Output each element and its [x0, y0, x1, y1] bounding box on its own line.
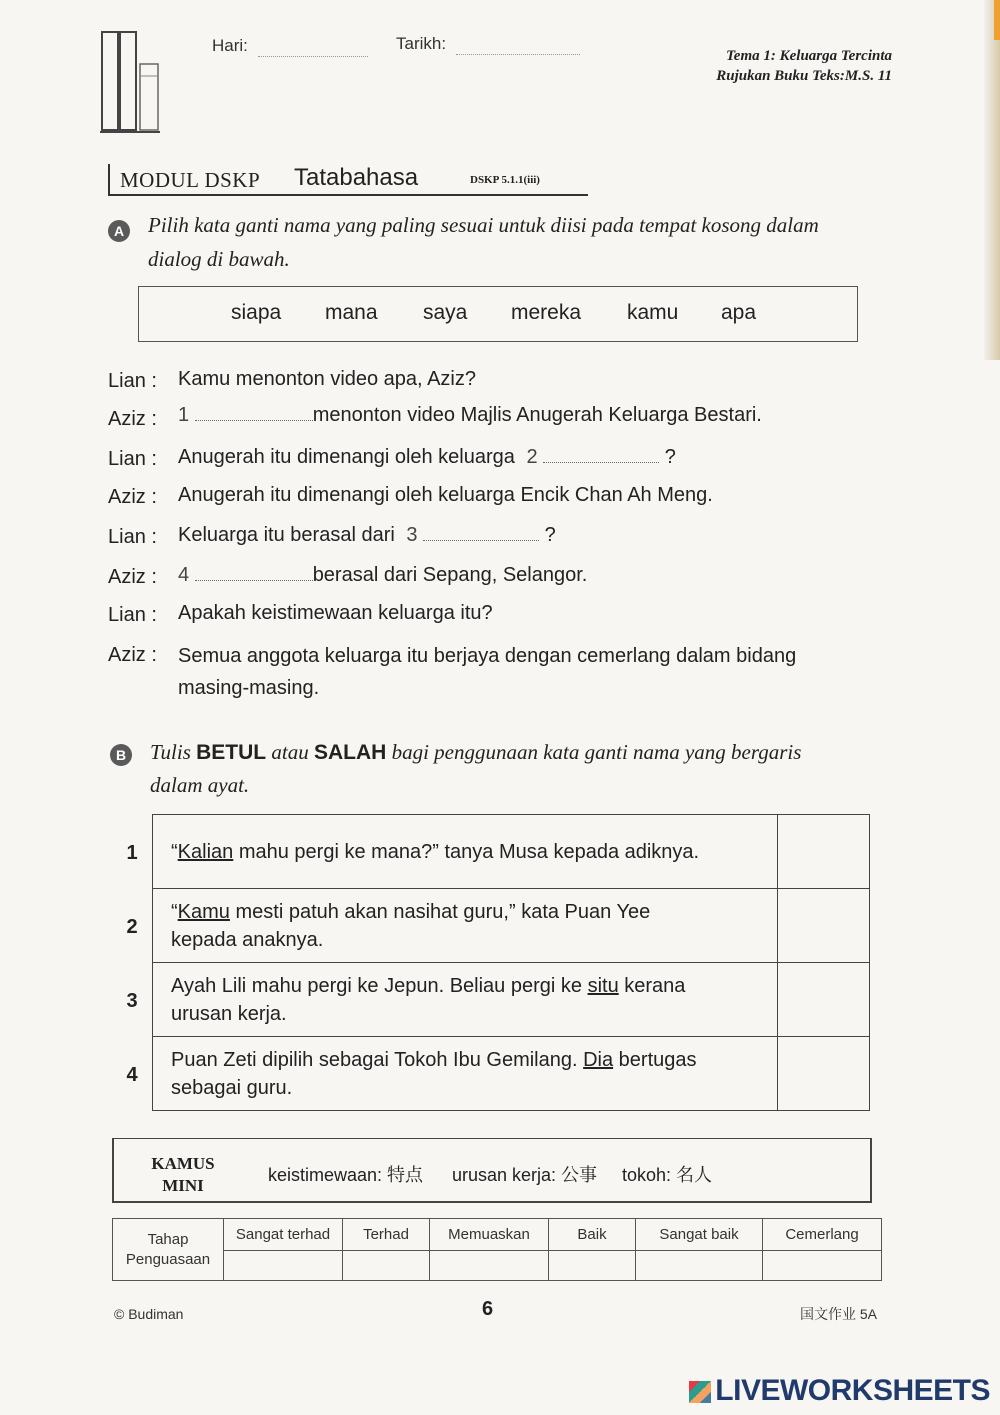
table-row — [153, 1037, 870, 1111]
blank-number: 4 — [178, 564, 190, 586]
textbook-reference: Rujukan Buku Teks:M.S. 11 — [716, 68, 892, 84]
underlined-pronoun: Kalian — [177, 840, 234, 863]
answer-cell-2[interactable] — [778, 889, 870, 963]
section-b-instruction — [150, 736, 890, 801]
row-number: 2 — [126, 916, 138, 938]
dialogue-line: Apakah keistimewaan keluarga itu? — [178, 602, 493, 624]
mastery-label — [113, 1219, 224, 1281]
mastery-level: Baik — [549, 1219, 636, 1251]
answer-blank-1[interactable] — [195, 420, 313, 421]
speaker: Lian : — [108, 448, 157, 470]
theme-reference — [716, 46, 892, 86]
publisher: © Budiman — [114, 1306, 184, 1322]
speaker: Aziz : — [108, 408, 157, 430]
word-bank-item: mereka — [511, 301, 582, 324]
answer-blank-2[interactable] — [543, 462, 659, 463]
mastery-level: Sangat terhad — [224, 1219, 343, 1251]
liveworksheets-icon — [689, 1381, 711, 1403]
sentence-text: mesti patuh akan nasihat guru,” kata Puan Yee — [229, 900, 651, 923]
word-bank-item: saya — [423, 301, 468, 324]
word-bank-item: kamu — [627, 301, 679, 324]
blank-number: 3 — [406, 524, 418, 546]
speaker: Lian : — [108, 526, 157, 548]
mastery-checkbox[interactable] — [763, 1251, 882, 1281]
dialogue-text: Semua anggota keluarga itu berjaya dengan cemerlang dalam bidang — [178, 645, 797, 667]
speaker: Lian : — [108, 604, 157, 626]
table-row — [153, 889, 870, 963]
sentence-text: sebagai guru. — [171, 1076, 293, 1099]
module-code: DSKP 5.1.1(iii) — [470, 174, 540, 186]
hari-label: Hari: — [212, 36, 248, 55]
row-number: 4 — [126, 1064, 138, 1086]
answer-cell-1[interactable] — [778, 815, 870, 889]
word-bank — [138, 286, 858, 342]
section-a-badge: A — [108, 220, 130, 242]
book-code: 国文作业 5A — [800, 1306, 878, 1322]
answer-blank-3[interactable] — [423, 540, 539, 541]
dialogue-text: Keluarga itu berasal dari — [178, 524, 395, 546]
liveworksheets-logo — [689, 1374, 990, 1408]
kamus-item: tokoh: 名人 — [622, 1165, 713, 1185]
dialogue-text: ? — [544, 524, 556, 546]
kamus-mini-box — [112, 1138, 872, 1203]
sentence-text: bertugas — [613, 1048, 697, 1071]
blank-number: 2 — [526, 446, 538, 468]
page-edge — [984, 0, 1000, 360]
instruction-text: dalam ayat. — [150, 773, 250, 797]
instruction-keyword: BETUL — [196, 741, 267, 764]
word-bank-item: siapa — [231, 301, 282, 324]
underlined-pronoun: situ — [587, 974, 619, 997]
underlined-pronoun: Kamu — [177, 900, 230, 923]
dialogue-text: masing-masing. — [178, 677, 320, 699]
page-number: 6 — [482, 1298, 494, 1320]
theme-title: Tema 1: Keluarga Tercinta — [726, 48, 892, 64]
dialogue-line: Kamu menonton video apa, Aziz? — [178, 368, 476, 390]
sentence-text: “ — [171, 840, 178, 863]
dialogue-line — [178, 402, 762, 428]
books-icon — [100, 30, 162, 134]
dialogue-line — [178, 444, 676, 470]
mastery-checkbox[interactable] — [549, 1251, 636, 1281]
sentence-text: Ayah Lili mahu pergi ke Jepun. Beliau pergi ke — [171, 974, 588, 997]
row-number: 3 — [126, 990, 138, 1012]
instruction-line: Pilih kata ganti nama yang paling sesuai untuk diisi pada tempat kosong dalam — [148, 213, 819, 237]
dialogue-text: Anugerah itu dimenangi oleh keluarga — [178, 446, 515, 468]
kamus-title-line: MINI — [162, 1176, 204, 1195]
blank-number: 1 — [178, 404, 190, 426]
dialogue-line — [178, 522, 556, 548]
speaker: Aziz : — [108, 644, 157, 666]
answer-cell-4[interactable] — [778, 1037, 870, 1111]
mastery-label-line: Penguasaan — [125, 1250, 211, 1268]
sentence-cell — [153, 963, 778, 1037]
dialogue-line: Anugerah itu dimenangi oleh keluarga Encik Chan Ah Meng. — [178, 484, 713, 506]
kamus-item: urusan kerja: 公事 — [452, 1165, 598, 1185]
sentence-text: Puan Zeti dipilih sebagai Tokoh Ibu Gemilang. — [171, 1048, 584, 1071]
dialogue-text: menonton video Majlis Anugerah Keluarga Bestari. — [312, 404, 762, 426]
tarikh-label: Tarikh: — [396, 34, 447, 53]
mastery-level: Sangat baik — [636, 1219, 763, 1251]
dialogue-text: berasal dari Sepang, Selangor. — [312, 564, 588, 586]
section-b-badge: B — [110, 744, 132, 766]
mastery-checkbox[interactable] — [343, 1251, 430, 1281]
module-label: MODUL DSKP — [120, 168, 261, 192]
module-title — [108, 164, 588, 196]
word-bank-item: mana — [325, 301, 378, 324]
module-subject: Tatabahasa — [294, 164, 419, 191]
sentence-text: mahu pergi ke mana?” tanya Musa kepada adiknya. — [233, 840, 700, 863]
instruction-text: atau — [266, 740, 314, 764]
mastery-level: Cemerlang — [763, 1219, 882, 1251]
underlined-pronoun: Dia — [583, 1048, 614, 1071]
sentence-text: kerana — [618, 974, 686, 997]
speaker: Lian : — [108, 370, 157, 392]
mastery-level-table — [112, 1218, 882, 1281]
instruction-line: dialog di bawah. — [148, 247, 290, 271]
sentence-cell — [153, 889, 778, 963]
instruction-keyword: SALAH — [313, 741, 387, 764]
answer-cell-3[interactable] — [778, 963, 870, 1037]
row-number: 1 — [126, 842, 138, 864]
mastery-level: Terhad — [343, 1219, 430, 1251]
mastery-level: Memuaskan — [430, 1219, 549, 1251]
instruction-text: bagi penggunaan kata ganti nama yang bergaris — [386, 740, 802, 764]
table-row — [153, 963, 870, 1037]
table-row — [113, 1219, 882, 1251]
mastery-checkbox[interactable] — [636, 1251, 763, 1281]
sentence-cell — [153, 815, 778, 889]
hari-input[interactable] — [258, 38, 368, 57]
mastery-checkbox[interactable] — [224, 1251, 343, 1281]
tarikh-input[interactable] — [456, 36, 580, 55]
mastery-checkbox[interactable] — [430, 1251, 549, 1281]
table-row — [153, 815, 870, 889]
kamus-title-line: KAMUS — [151, 1154, 215, 1173]
sentence-cell — [153, 1037, 778, 1111]
dialogue-line — [178, 640, 878, 704]
page-edge-tab — [994, 0, 1000, 40]
dialogue-text: ? — [664, 446, 676, 468]
section-a-instruction — [148, 208, 908, 276]
kamus-title — [148, 1153, 218, 1197]
betul-salah-table — [152, 814, 870, 1111]
speaker: Aziz : — [108, 566, 157, 588]
table-row — [113, 1251, 882, 1281]
dialogue-line — [178, 562, 587, 588]
answer-blank-4[interactable] — [195, 580, 313, 581]
sentence-text: kepada anaknya. — [171, 928, 324, 951]
brand-text: LIVEWORKSHEETS — [715, 1374, 990, 1407]
instruction-text: Tulis — [150, 740, 197, 764]
word-bank-item: apa — [721, 301, 757, 324]
sentence-text: urusan kerja. — [171, 1002, 287, 1025]
kamus-item: keistimewaan: 特点 — [268, 1165, 424, 1185]
mastery-label-line: Tahap — [147, 1230, 189, 1248]
sentence-text: “ — [171, 900, 178, 923]
speaker: Aziz : — [108, 486, 157, 508]
